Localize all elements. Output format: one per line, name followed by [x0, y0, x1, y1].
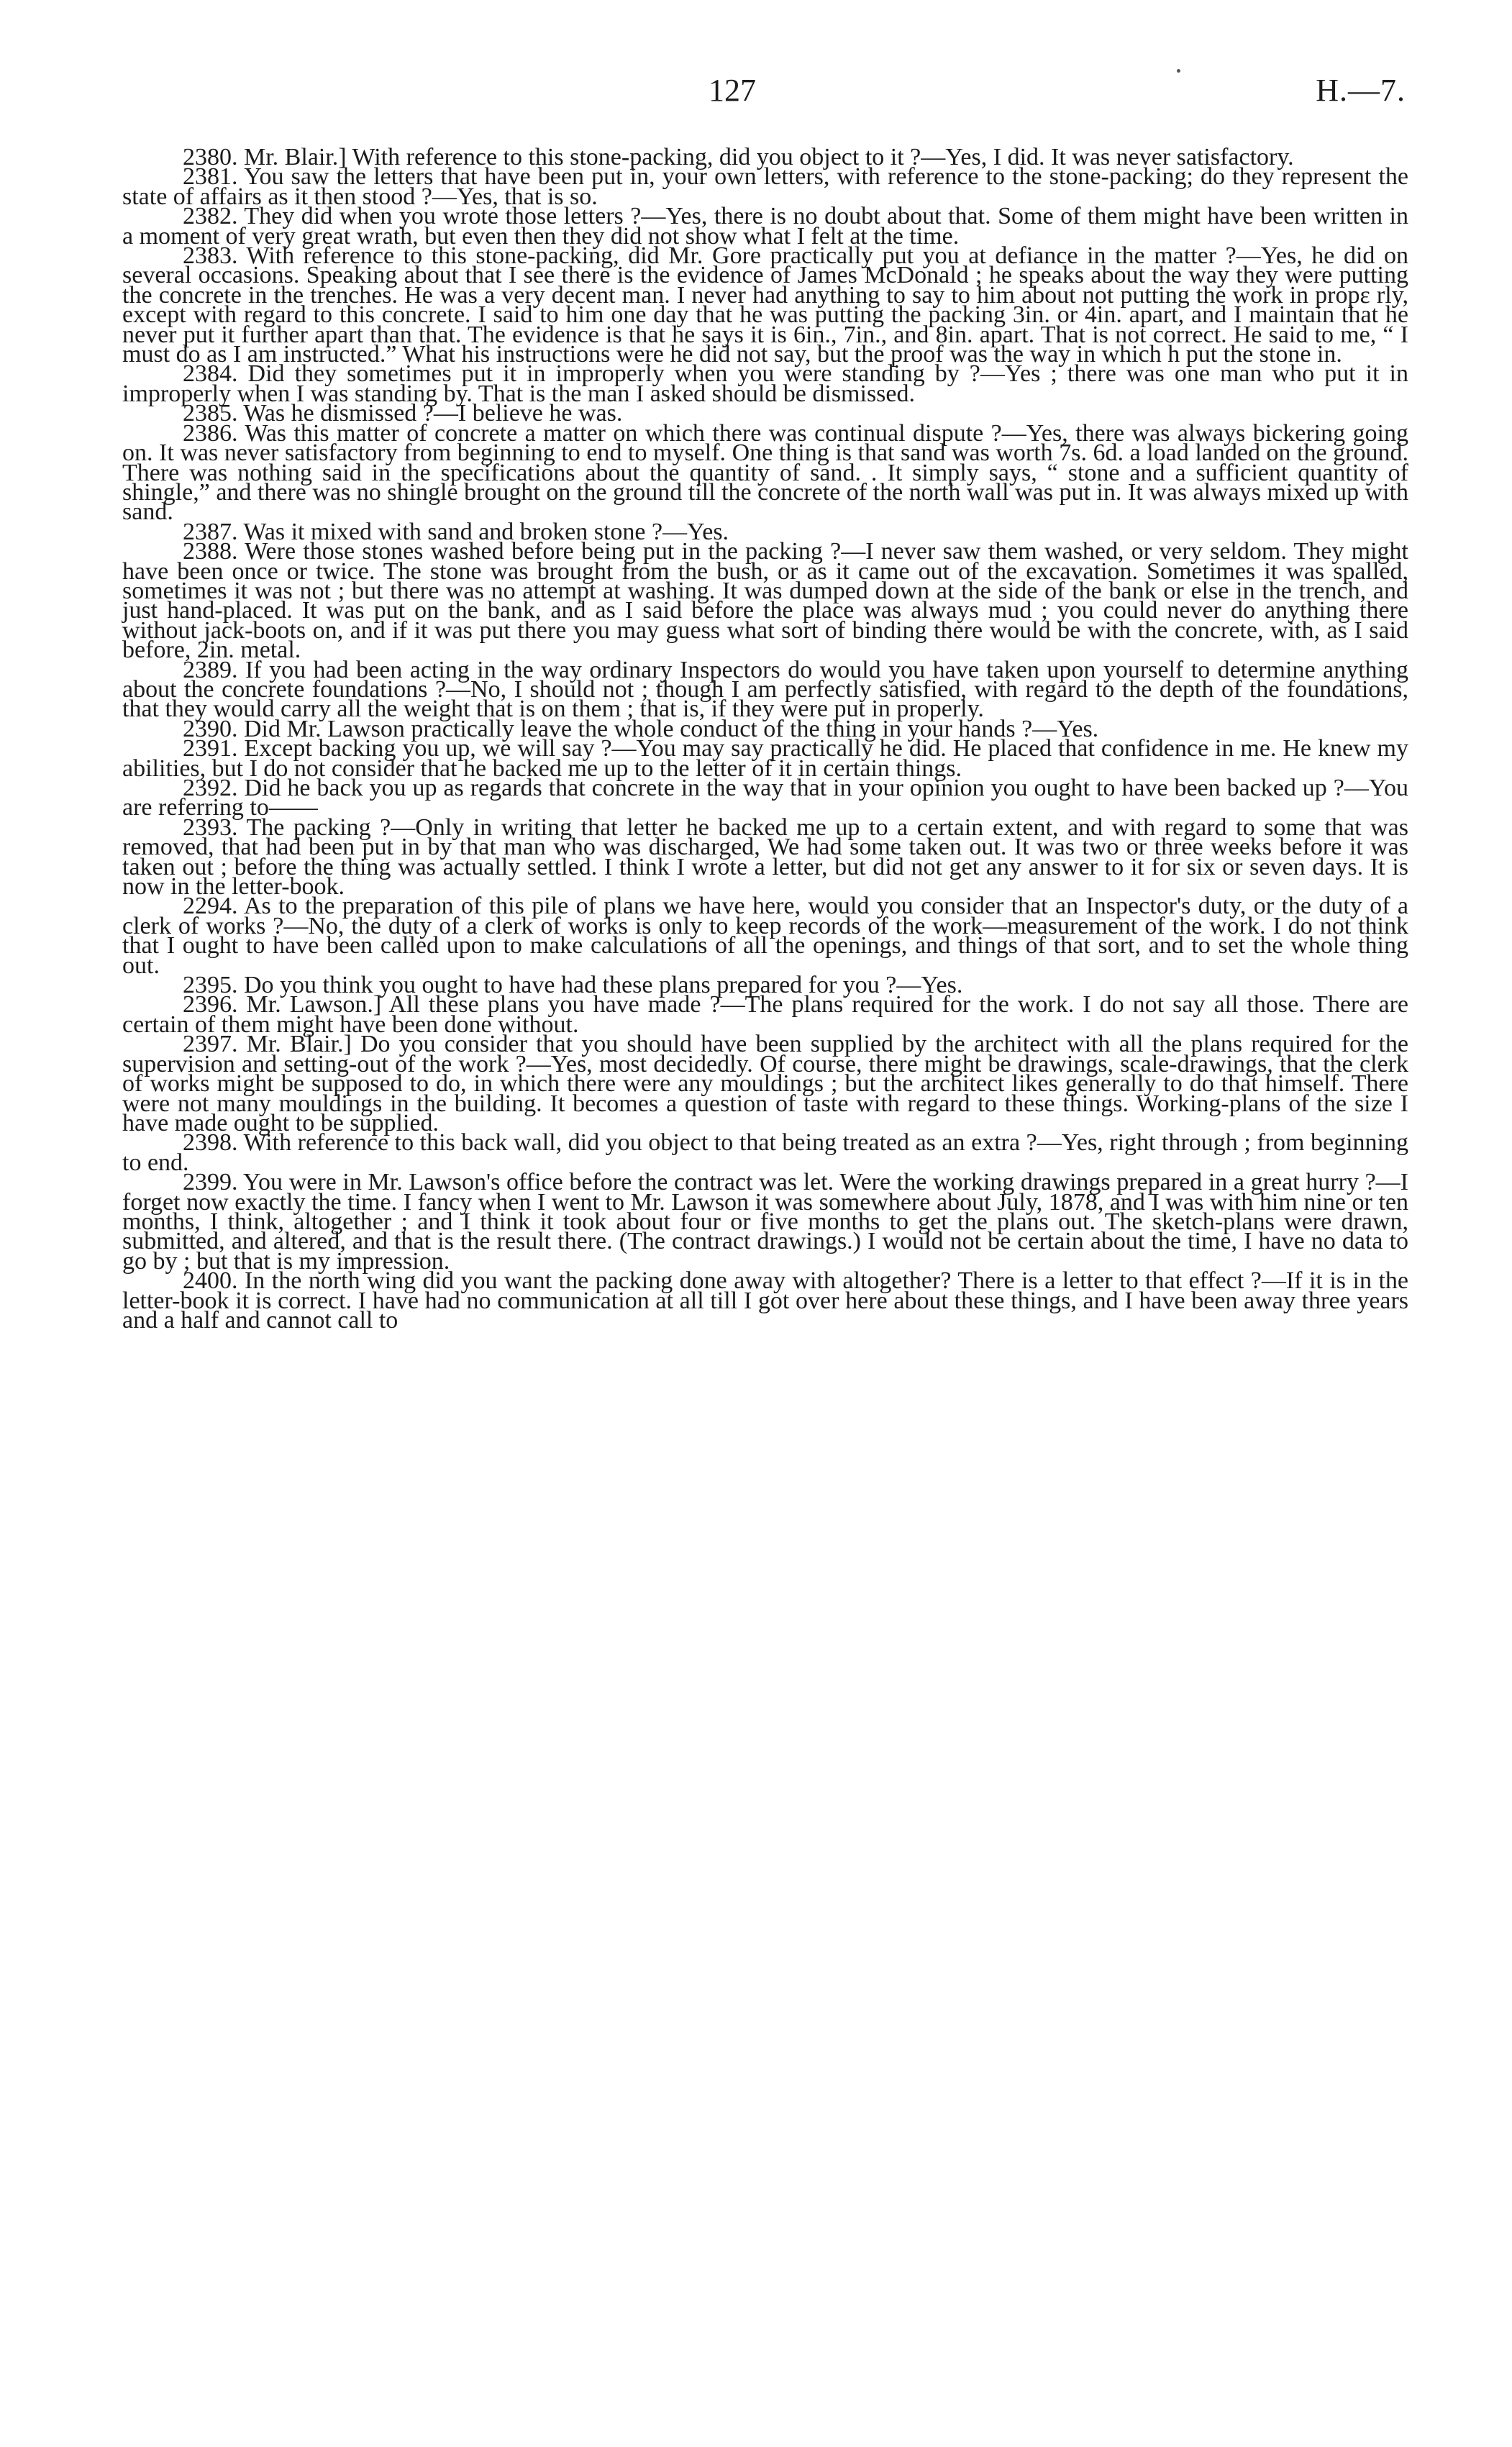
ink-dot	[1177, 69, 1180, 73]
paragraph-2384: 2384. Did they sometimes put it in improperly when you were standing by ?—Yes ; there was one man who put it in improperly when I was standing by. That is the man I asked should be dismissed.	[122, 360, 1408, 407]
paragraph-2386: 2386. Was this matter of concrete a matter on which there was continual dispute ?—Yes, there was always bickering going on. It was never satisfactory from beginning to end to myself. One thing is that sand was worth 7s. 6d. a load landed on the ground. There was nothing said in the specifications about the quantity of sand. . It simply says, “ stone and a sufficient quantity of shingle,” and there was no shingle brought on the ground till the concrete of the north wall was put in. It was always mixed up with sand.	[122, 419, 1408, 526]
paragraph-2391: 2391. Except backing you up, we will say ?—You may say practically he did. He placed that confidence in me. He knew my abilities, but I do not consider that he backed me up to the letter of it in certain things.	[122, 735, 1408, 782]
paragraph-2390: 2390. Did Mr. Lawson practically leave the whole conduct of the thing in your hands ?—Yes.	[183, 715, 1099, 742]
paragraph-2392: 2392. Did he back you up as regards that concrete in the way that in your opinion you ought to have been backed up ?—You are referring to——	[122, 775, 1408, 821]
paragraph-2393: 2393. The packing ?—Only in writing that letter he backed me up to a certain extent, and with regard to some that was removed, that had been put in by that man who was discharged, We had some taken out. It was two or three weeks before it was taken out ; before the thing was actually settled. I think I wrote a letter, but did not get any answer to it for six or seven days. It is now in the letter-book.	[122, 814, 1408, 901]
page-number: 127	[709, 73, 756, 108]
paragraph-2398: 2398. With reference to this back wall, did you object to that being treated as an extra ?—Yes, right through ; from beginning to end.	[122, 1129, 1408, 1176]
paragraph-2399: 2399. You were in Mr. Lawson's office before the contract was let. Were the working drawings prepared in a great hurry ?—I forget now exactly the time. I fancy when I went to Mr. Lawson it was somewhere about July, 1878, and I was with him nine or ten months, I think, altogether ; and I think it took about four or five months to get the plans out. The sketch-plans were drawn, submitted, and altered, and that is the result there. (The contract drawings.) I would not be certain about the time, I have no data to go by ; but that is my impression.	[122, 1169, 1408, 1275]
paragraph-2389: 2389. If you had been acting in the way ordinary Inspectors do would you have taken upon yourself to determine anything about the concrete foundations ?—No, I should not ; though I am perfectly satisfied, with regard to the depth of the foundations, that they would carry all the weight that is on them ; that is, if they were put in properly.	[122, 656, 1408, 723]
paragraph-2294: 2294. As to the preparation of this pile of plans we have here, would you consider that an Inspector's duty, or the duty of a clerk of works ?—No, the duty of a clerk of works is only to keep records of the work—measurement of the work. I do not think that I ought to have been called upon to make calculations of all the openings, and things of that sort, and to set the whole thing out.	[122, 893, 1408, 979]
body-text	[122, 144, 1408, 1334]
paragraph-2383: 2383. With reference to this stone-packing, did Mr. Gore practically put you at defiance in the matter ?—Yes, he did on several occasions. Speaking about that I see there is the evidence of James McDonald ; he speaks about the way they were putting the concrete in the trenches. He was a very decent man. I never had anything to say to him about not putting the work in propε rly, except with regard to this concrete. I said to him one day that he was putting the packing 3in. or 4in. apart, and I maintain that he never put it further apart than that. The evidence is that he says it is 6in., 7in., and 8in. apart. That is not correct. He said to me, “ I must do as I am instructed.” What his instructions were he did not say, but the proof was the way in which h put the stone in.	[122, 242, 1408, 368]
paragraph-2380: 2380. Mr. Blair.] With reference to this stone-packing, did you object to it ?—Yes, I did. It was never satisfactory.	[183, 144, 1294, 170]
paragraph-2388: 2388. Were those stones washed before being put in the packing ?—I never saw them washed, or very seldom. They might have been once or twice. The stone was brought from the bush, or as it came out of the excavation. Sometimes it was spalled, sometimes it was not ; but there was no attempt at washing. It was dumped down at the side of the bank or else in the trench, and just hand-placed. It was put on the bank, and as I said before the place was always mud ; you could never do anything there without jack-boots on, and if it was put there you may guess what sort of binding there would be with the concrete, with, as I said before, 2in. metal.	[122, 538, 1408, 664]
paragraph-2385: 2385. Was he dismissed ?—I believe he was.	[183, 400, 623, 427]
paragraph-2382: 2382. They did when you wrote those letters ?—Yes, there is no doubt about that. Some of them might have been written in a moment of very great wrath, but even then they did not show what I felt at the time.	[122, 203, 1408, 250]
paragraph-2387: 2387. Was it mixed with sand and broken stone ?—Yes.	[183, 518, 729, 545]
paragraph-2395: 2395. Do you think you ought to have had these plans prepared for you ?—Yes.	[183, 972, 963, 999]
document-series: H.—7.	[1316, 73, 1406, 108]
paragraph-2397: 2397. Mr. Blair.] Do you consider that you should have been supplied by the architect with all the plans required for the supervision and setting-out of the work ?—Yes, most decidedly. Of course, there might be drawings, scale-drawings, that the clerk of works might be supposed to do, in which there were any mouldings ; but the architect likes generally to do that himself. There were not many mouldings in the building. It becomes a question of taste with regard to these things. Working-plans of the size I have made ought to be supplied.	[122, 1031, 1408, 1136]
paragraph-2381: 2381. You saw the letters that have been put in, your own letters, with reference to the stone-packing; do they represent the state of affairs as it then stood ?—Yes, that is so.	[122, 163, 1408, 210]
paragraph-2396: 2396. Mr. Lawson.] All these plans you have made ?—The plans required for the work. I do not say all those. There are certain of them might have been done without.	[122, 991, 1408, 1038]
paragraph-2400: 2400. In the north wing did you want the packing done away with altogether? There is a letter to that effect ?—If it is in the letter-book it is correct. I have had no communication at all till I got over here about these things, and I have been away three years and a half and cannot call to	[122, 1267, 1408, 1334]
